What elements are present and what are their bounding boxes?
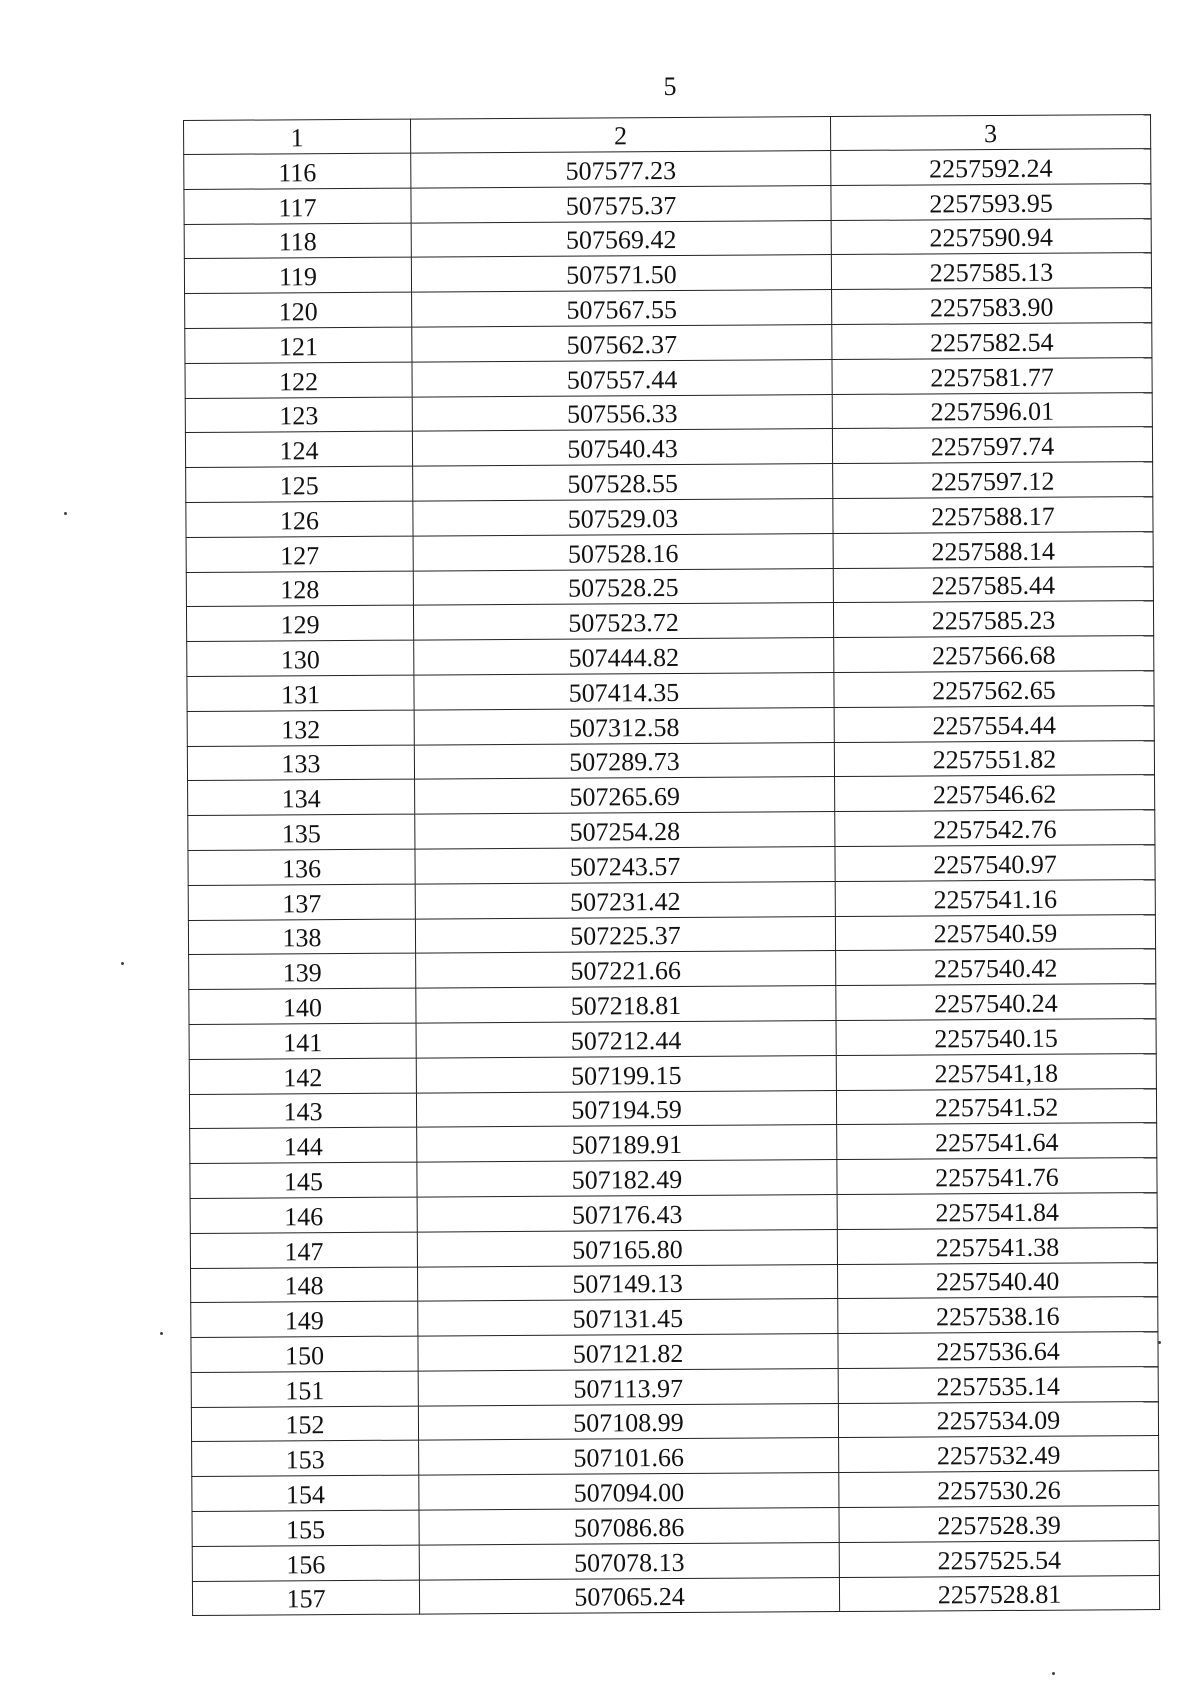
point-number-cell: 135	[188, 814, 415, 850]
y-coordinate-cell: 2257530.26	[839, 1471, 1159, 1508]
table-row	[185, 357, 1152, 398]
y-coordinate-cell: 2257540.24	[836, 984, 1156, 1021]
point-number-cell: 147	[190, 1232, 417, 1268]
point-number-cell: 144	[190, 1127, 417, 1163]
table-row	[190, 1227, 1157, 1268]
y-coordinate-cell: 2257541.76	[837, 1158, 1157, 1195]
table-row	[185, 427, 1152, 468]
y-coordinate-cell: 2257532.49	[839, 1436, 1159, 1473]
y-coordinate-cell: 2257593.95	[831, 183, 1151, 220]
y-coordinate-cell: 2257546.62	[835, 775, 1155, 812]
x-coordinate-cell: 507218.81	[416, 986, 836, 1023]
table-row	[191, 1366, 1158, 1407]
x-coordinate-cell: 507529.03	[413, 499, 833, 536]
y-coordinate-cell: 2257541.16	[835, 879, 1155, 916]
y-coordinate-cell: 2257538.16	[838, 1297, 1158, 1334]
point-number-cell: 118	[184, 223, 411, 259]
y-coordinate-cell: 2257536.64	[838, 1332, 1158, 1369]
scan-speck	[121, 962, 124, 965]
table-row	[187, 705, 1154, 746]
table-row	[187, 740, 1154, 781]
table-row	[184, 218, 1151, 259]
x-coordinate-cell: 507078.13	[419, 1542, 839, 1579]
point-number-cell: 133	[187, 745, 414, 781]
point-number-cell: 130	[187, 640, 414, 676]
point-number-cell: 154	[192, 1475, 419, 1511]
y-coordinate-cell: 2257597.12	[833, 462, 1153, 499]
point-number-cell: 119	[184, 257, 411, 293]
y-coordinate-cell: 2257535.14	[838, 1366, 1158, 1403]
y-coordinate-cell: 2257528.39	[839, 1506, 1159, 1543]
point-number-cell: 127	[186, 536, 413, 572]
table-row	[190, 1192, 1157, 1233]
table-row	[192, 1540, 1159, 1581]
point-number-cell: 141	[189, 1023, 416, 1059]
y-coordinate-cell: 2257554.44	[834, 705, 1154, 742]
point-number-cell: 121	[185, 327, 412, 363]
table-row	[189, 984, 1156, 1025]
x-coordinate-cell: 507289.73	[414, 742, 834, 779]
x-coordinate-cell: 507121.82	[418, 1334, 838, 1371]
x-coordinate-cell: 507444.82	[414, 638, 834, 675]
y-coordinate-cell: 2257581.77	[832, 357, 1152, 394]
table-body	[184, 149, 1160, 1616]
y-coordinate-cell: 2257588.14	[833, 531, 1153, 568]
y-coordinate-cell: 2257541.84	[837, 1192, 1157, 1229]
point-number-cell: 148	[191, 1267, 418, 1303]
x-coordinate-cell: 507113.97	[418, 1368, 838, 1405]
scan-speck	[1158, 1341, 1161, 1344]
x-coordinate-cell: 507108.99	[418, 1403, 838, 1440]
point-number-cell: 131	[187, 675, 414, 711]
y-coordinate-cell: 2257597.74	[832, 427, 1152, 464]
y-coordinate-cell: 2257585.44	[833, 566, 1153, 603]
x-coordinate-cell: 507165.80	[417, 1229, 837, 1266]
scan-speck	[1052, 1672, 1055, 1675]
point-number-cell: 120	[185, 292, 412, 328]
y-coordinate-cell: 2257596.01	[832, 392, 1152, 429]
point-number-cell: 128	[186, 571, 413, 607]
point-number-cell: 150	[191, 1336, 418, 1372]
point-number-cell: 132	[187, 710, 414, 746]
table-row	[186, 462, 1153, 503]
x-coordinate-cell: 507225.37	[415, 916, 835, 953]
x-coordinate-cell: 507254.28	[415, 812, 835, 849]
table-row	[192, 1575, 1159, 1616]
x-coordinate-cell: 507556.33	[412, 394, 832, 431]
table-row	[185, 392, 1152, 433]
x-coordinate-cell: 507528.16	[413, 533, 833, 570]
y-coordinate-cell: 2257528.81	[839, 1575, 1159, 1612]
table-row	[188, 914, 1155, 955]
x-coordinate-cell: 507182.49	[417, 1160, 837, 1197]
table-row	[184, 183, 1151, 224]
point-number-cell: 126	[186, 501, 413, 537]
y-coordinate-cell: 2257542.76	[835, 810, 1155, 847]
x-coordinate-cell: 507569.42	[411, 220, 831, 257]
y-coordinate-cell: 2257540.97	[835, 845, 1155, 882]
point-number-cell: 142	[189, 1058, 416, 1094]
x-coordinate-cell: 507265.69	[415, 777, 835, 814]
table-row	[187, 636, 1154, 677]
x-coordinate-cell: 507086.86	[419, 1508, 839, 1545]
table-row	[190, 1123, 1157, 1164]
scan-speck	[64, 512, 67, 515]
point-number-cell: 156	[192, 1545, 419, 1581]
x-coordinate-cell: 507149.13	[418, 1264, 838, 1301]
table-row	[185, 323, 1152, 364]
table-row	[188, 845, 1155, 886]
table-row	[187, 671, 1154, 712]
point-number-cell: 129	[186, 605, 413, 641]
y-coordinate-cell: 2257582.54	[832, 323, 1152, 360]
x-coordinate-cell: 507523.72	[413, 603, 833, 640]
table-row	[191, 1297, 1158, 1338]
page-number: 5	[663, 72, 677, 101]
table-row	[192, 1436, 1159, 1477]
point-number-cell: 136	[188, 849, 415, 885]
x-coordinate-cell: 507212.44	[416, 1020, 836, 1057]
point-number-cell: 155	[192, 1510, 419, 1546]
x-coordinate-cell: 507101.66	[419, 1438, 839, 1475]
point-number-cell: 116	[184, 153, 411, 189]
y-coordinate-cell: 2257590.94	[831, 218, 1151, 255]
table-row	[189, 949, 1156, 990]
table-row	[185, 288, 1152, 329]
point-number-cell: 152	[191, 1406, 418, 1442]
y-coordinate-cell: 2257540.42	[836, 949, 1156, 986]
point-number-cell: 125	[186, 466, 413, 502]
point-number-cell: 124	[185, 431, 412, 467]
y-coordinate-cell: 2257541.38	[837, 1227, 1157, 1264]
x-coordinate-cell: 507176.43	[417, 1194, 837, 1231]
coordinates-table-wrapper	[183, 114, 1159, 1616]
x-coordinate-cell: 507221.66	[416, 951, 836, 988]
x-coordinate-cell: 507131.45	[418, 1299, 838, 1336]
table-row	[189, 1088, 1156, 1129]
y-coordinate-cell: 2257540.59	[835, 914, 1155, 951]
table-row	[191, 1262, 1158, 1303]
table-row	[184, 149, 1151, 190]
point-number-cell: 151	[191, 1371, 418, 1407]
y-coordinate-cell: 2257541,18	[836, 1053, 1156, 1090]
table-row	[190, 1158, 1157, 1199]
point-number-cell: 137	[188, 884, 415, 920]
table-row	[191, 1401, 1158, 1442]
y-coordinate-cell: 2257541.52	[836, 1088, 1156, 1125]
table-row	[189, 1018, 1156, 1059]
point-number-cell: 157	[192, 1580, 419, 1616]
table-row	[186, 566, 1153, 607]
y-coordinate-cell: 2257588.17	[833, 497, 1153, 534]
y-coordinate-cell: 2257562.65	[834, 671, 1154, 708]
x-coordinate-cell: 507577.23	[411, 151, 831, 188]
point-number-cell: 146	[190, 1197, 417, 1233]
y-coordinate-cell: 2257540.40	[838, 1262, 1158, 1299]
table-row	[192, 1471, 1159, 1512]
x-coordinate-cell: 507562.37	[412, 325, 832, 362]
x-coordinate-cell: 507540.43	[412, 429, 832, 466]
x-coordinate-cell: 507194.59	[416, 1090, 836, 1127]
table-row	[189, 1053, 1156, 1094]
y-coordinate-cell: 2257585.13	[831, 253, 1151, 290]
table-row	[186, 531, 1153, 572]
table-row	[186, 497, 1153, 538]
table-row	[184, 253, 1151, 294]
table-row	[186, 601, 1153, 642]
x-coordinate-cell: 507065.24	[419, 1577, 839, 1614]
point-number-cell: 123	[185, 397, 412, 433]
y-coordinate-cell: 2257583.90	[832, 288, 1152, 325]
point-number-cell: 149	[191, 1301, 418, 1337]
table-row	[188, 810, 1155, 851]
point-number-cell: 143	[189, 1093, 416, 1129]
point-number-cell: 153	[192, 1441, 419, 1477]
point-number-cell: 122	[185, 362, 412, 398]
y-coordinate-cell: 2257585.23	[833, 601, 1153, 638]
x-coordinate-cell: 507189.91	[417, 1125, 837, 1162]
point-number-cell: 140	[189, 988, 416, 1024]
point-number-cell: 145	[190, 1162, 417, 1198]
x-coordinate-cell: 507575.37	[411, 185, 831, 222]
y-coordinate-cell: 2257551.82	[834, 740, 1154, 777]
column-header-3: 3	[830, 115, 1150, 151]
scan-speck	[160, 1332, 163, 1335]
y-coordinate-cell: 2257540.15	[836, 1018, 1156, 1055]
point-number-cell: 117	[184, 188, 411, 224]
x-coordinate-cell: 507199.15	[416, 1055, 836, 1092]
point-number-cell: 139	[189, 953, 416, 989]
x-coordinate-cell: 507231.42	[415, 881, 835, 918]
x-coordinate-cell: 507414.35	[414, 672, 834, 709]
column-header-1: 1	[184, 119, 411, 154]
table-row	[188, 879, 1155, 920]
x-coordinate-cell: 507571.50	[411, 255, 831, 292]
table-row	[188, 775, 1155, 816]
y-coordinate-cell: 2257541.64	[837, 1123, 1157, 1160]
table-row	[192, 1506, 1159, 1547]
x-coordinate-cell: 507528.25	[413, 568, 833, 605]
column-header-2: 2	[410, 117, 830, 154]
x-coordinate-cell: 507312.58	[414, 707, 834, 744]
y-coordinate-cell: 2257592.24	[831, 149, 1151, 186]
point-number-cell: 134	[188, 779, 415, 815]
point-number-cell: 138	[188, 919, 415, 955]
x-coordinate-cell: 507567.55	[412, 290, 832, 327]
x-coordinate-cell: 507243.57	[415, 846, 835, 883]
coordinates-table	[183, 114, 1160, 1616]
x-coordinate-cell: 507557.44	[412, 359, 832, 396]
y-coordinate-cell: 2257566.68	[834, 636, 1154, 673]
x-coordinate-cell: 507528.55	[413, 464, 833, 501]
y-coordinate-cell: 2257534.09	[838, 1401, 1158, 1438]
table-row	[191, 1332, 1158, 1373]
x-coordinate-cell: 507094.00	[419, 1473, 839, 1510]
y-coordinate-cell: 2257525.54	[839, 1540, 1159, 1577]
